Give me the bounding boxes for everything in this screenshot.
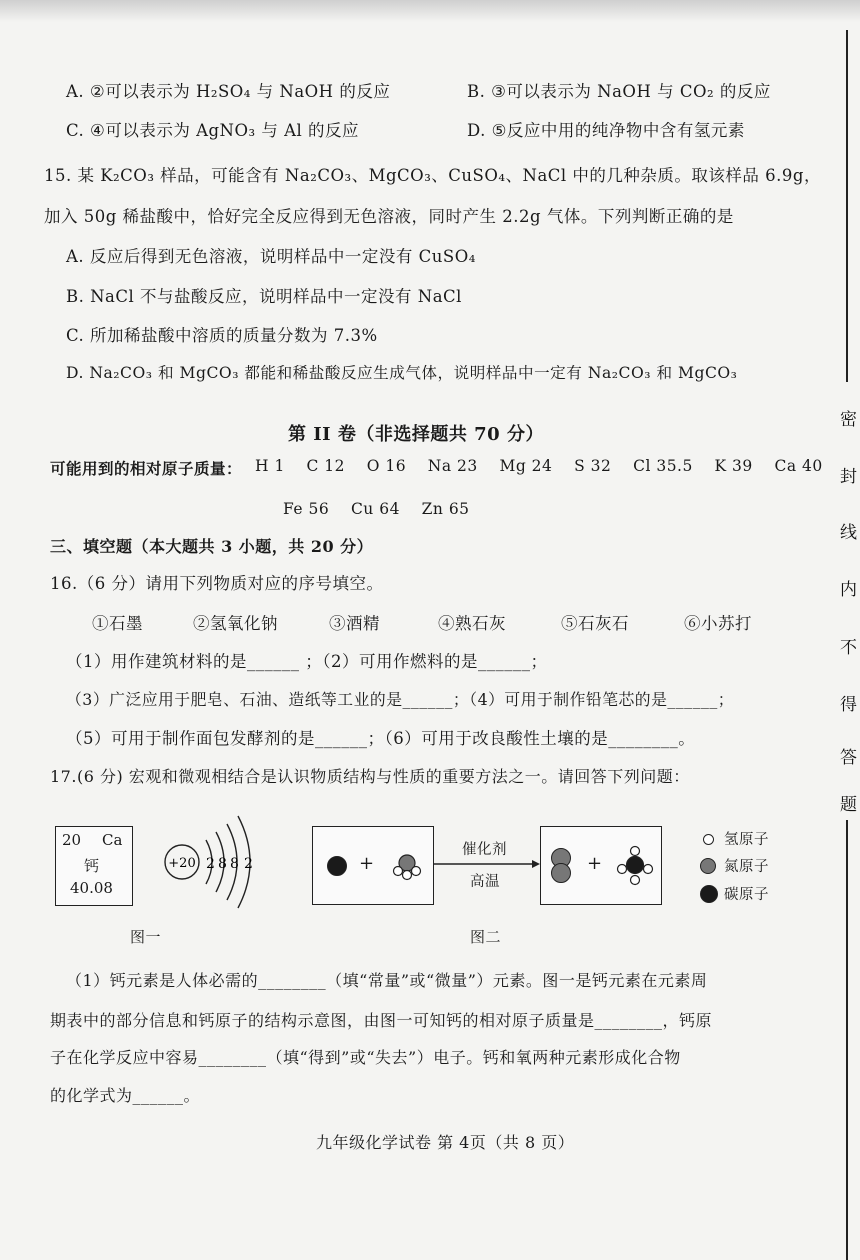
q17-stem: 17.(6 分) 宏观和微观相结合是认识物质结构与性质的重要方法之一。请回答下列问题： [50,767,690,786]
legend-carbon: 碳原子 [724,887,769,903]
scan-top-shadow [0,0,860,22]
carbon-legend-icon [700,885,718,903]
plus-sign: + [359,853,375,874]
figure2-caption: 图二 [470,928,502,946]
binding-line-bottom [846,820,848,1260]
q16-item-3: ③酒精 [329,614,380,633]
products-box [540,826,662,905]
shell-electrons-2: 8 [218,856,227,872]
carbon-atom [327,856,347,876]
q16-item-5: ⑤石灰石 [561,614,629,633]
shell-electrons-3: 8 [230,856,239,872]
element-symbol: Ca [102,831,123,849]
q15-option-d: D. Na₂CO₃ 和 MgCO₃ 都能和稀盐酸反应生成气体，说明样品中一定有 Na₂CO₃ 和 MgCO₃ [66,364,738,382]
q16-blank-line2: （3）广泛应用于肥皂、石油、造纸等工业的是______；（4）可用于制作铅笔芯的是______； [66,690,735,709]
plus-sign: + [587,853,603,874]
q16-blank-line3: （5）可用于制作面包发酵剂的是______；（6）可用于改良酸性土壤的是________。 [66,729,696,748]
margin-char-5: 不 [840,638,857,658]
margin-char-8: 题 [840,795,857,815]
atomic-masses-line2: Fe 56 Cu 64 Zn 65 [283,500,470,518]
methane-molecule [615,845,655,887]
atomic-mass: 40.08 [70,879,113,897]
q14-option-b: B. ③可以表示为 NaOH 与 CO₂ 的反应 [467,82,771,101]
ammonia-molecule [389,849,425,883]
q14-option-a: A. ②可以表示为 H₂SO₄ 与 NaOH 的反应 [66,82,391,101]
reaction-arrow [434,858,540,870]
atomic-masses-label: 可能用到的相对原子质量： [50,459,243,478]
shell-electrons-4: 2 [244,856,253,872]
binding-line-top [846,30,848,382]
margin-char-3: 线 [840,523,857,543]
legend-nitrogen: 氮原子 [724,859,769,875]
margin-char-7: 答 [840,748,857,768]
hydrogen-legend-icon [703,834,714,845]
atomic-masses-line1: H 1 C 12 O 16 Na 23 Mg 24 S 32 Cl 35.5 K 39 Ca 40 [255,457,823,475]
nucleus-charge: +20 [168,856,196,871]
margin-char-4: 内 [840,580,857,600]
q17-text-line1: （1）钙元素是人体必需的________（填“常量”或“微量”）元素。图一是钙元素在元素周 [66,971,708,990]
section3-heading: 三、填空题（本大题共 3 小题，共 20 分） [50,537,374,556]
margin-char-1: 密 [840,410,857,430]
q15-stem-line2: 加入 50g 稀盐酸中，恰好完全反应得到无色溶液，同时产生 2.2g 气体。下列判断正确的是 [44,207,734,226]
q17-text-line3: 子在化学反应中容易________（填“得到”或“失去”）电子。钙和氧两种元素形成化合物 [50,1048,681,1067]
q16-item-1: ①石墨 [92,614,143,633]
q15-option-c: C. 所加稀盐酸中溶质的质量分数为 7.3% [66,326,378,345]
q17-text-line4: 的化学式为______。 [50,1086,201,1105]
q17-text-line2: 期表中的部分信息和钙原子的结构示意图，由图一可知钙的相对原子质量是________，钙原 [50,1011,713,1030]
q15-stem-line1: 15. 某 K₂CO₃ 样品，可能含有 Na₂CO₃、MgCO₃、CuSO₄、NaCl 中的几种杂质。取该样品 6.9g， [44,166,821,185]
reactants-box [312,826,434,905]
nitrogen-legend-icon [700,858,716,874]
q16-item-2: ②氢氧化钠 [193,614,278,633]
q15-option-a: A. 反应后得到无色溶液，说明样品中一定没有 CuSO₄ [66,247,476,266]
q14-option-c: C. ④可以表示为 AgNO₃ 与 Al 的反应 [66,121,360,140]
margin-char-2: 封 [840,467,857,487]
shell-electrons-1: 2 [206,856,215,872]
element-name: 钙 [84,857,100,875]
legend-hydrogen: 氢原子 [724,832,769,848]
reaction-catalyst: 催化剂 [462,842,507,858]
part2-title: 第 II 卷（非选择题共 70 分） [288,424,544,445]
figure1-caption: 图一 [130,928,162,946]
q14-option-d: D. ⑤反应中用的纯净物中含有氢元素 [467,121,745,140]
q16-item-6: ⑥小苏打 [684,614,752,633]
q16-blank-line1: （1）用作建筑材料的是______ ；（2）可用作燃料的是______； [66,652,548,671]
calcium-atom-structure-diagram [158,812,278,917]
q16-stem: 16.（6 分）请用下列物质对应的序号填空。 [50,574,384,593]
q15-option-b: B. NaCl 不与盐酸反应，说明样品中一定没有 NaCl [66,287,462,306]
element-cell-calcium [55,826,133,906]
nitrogen-atom-2 [551,863,571,883]
page-footer: 九年级化学试卷 第 4页（共 8 页） [316,1133,575,1152]
atomic-number: 20 [62,831,82,849]
q16-item-4: ④熟石灰 [438,614,506,633]
reaction-high-temperature: 高温 [470,874,500,890]
margin-char-6: 得 [840,695,857,715]
